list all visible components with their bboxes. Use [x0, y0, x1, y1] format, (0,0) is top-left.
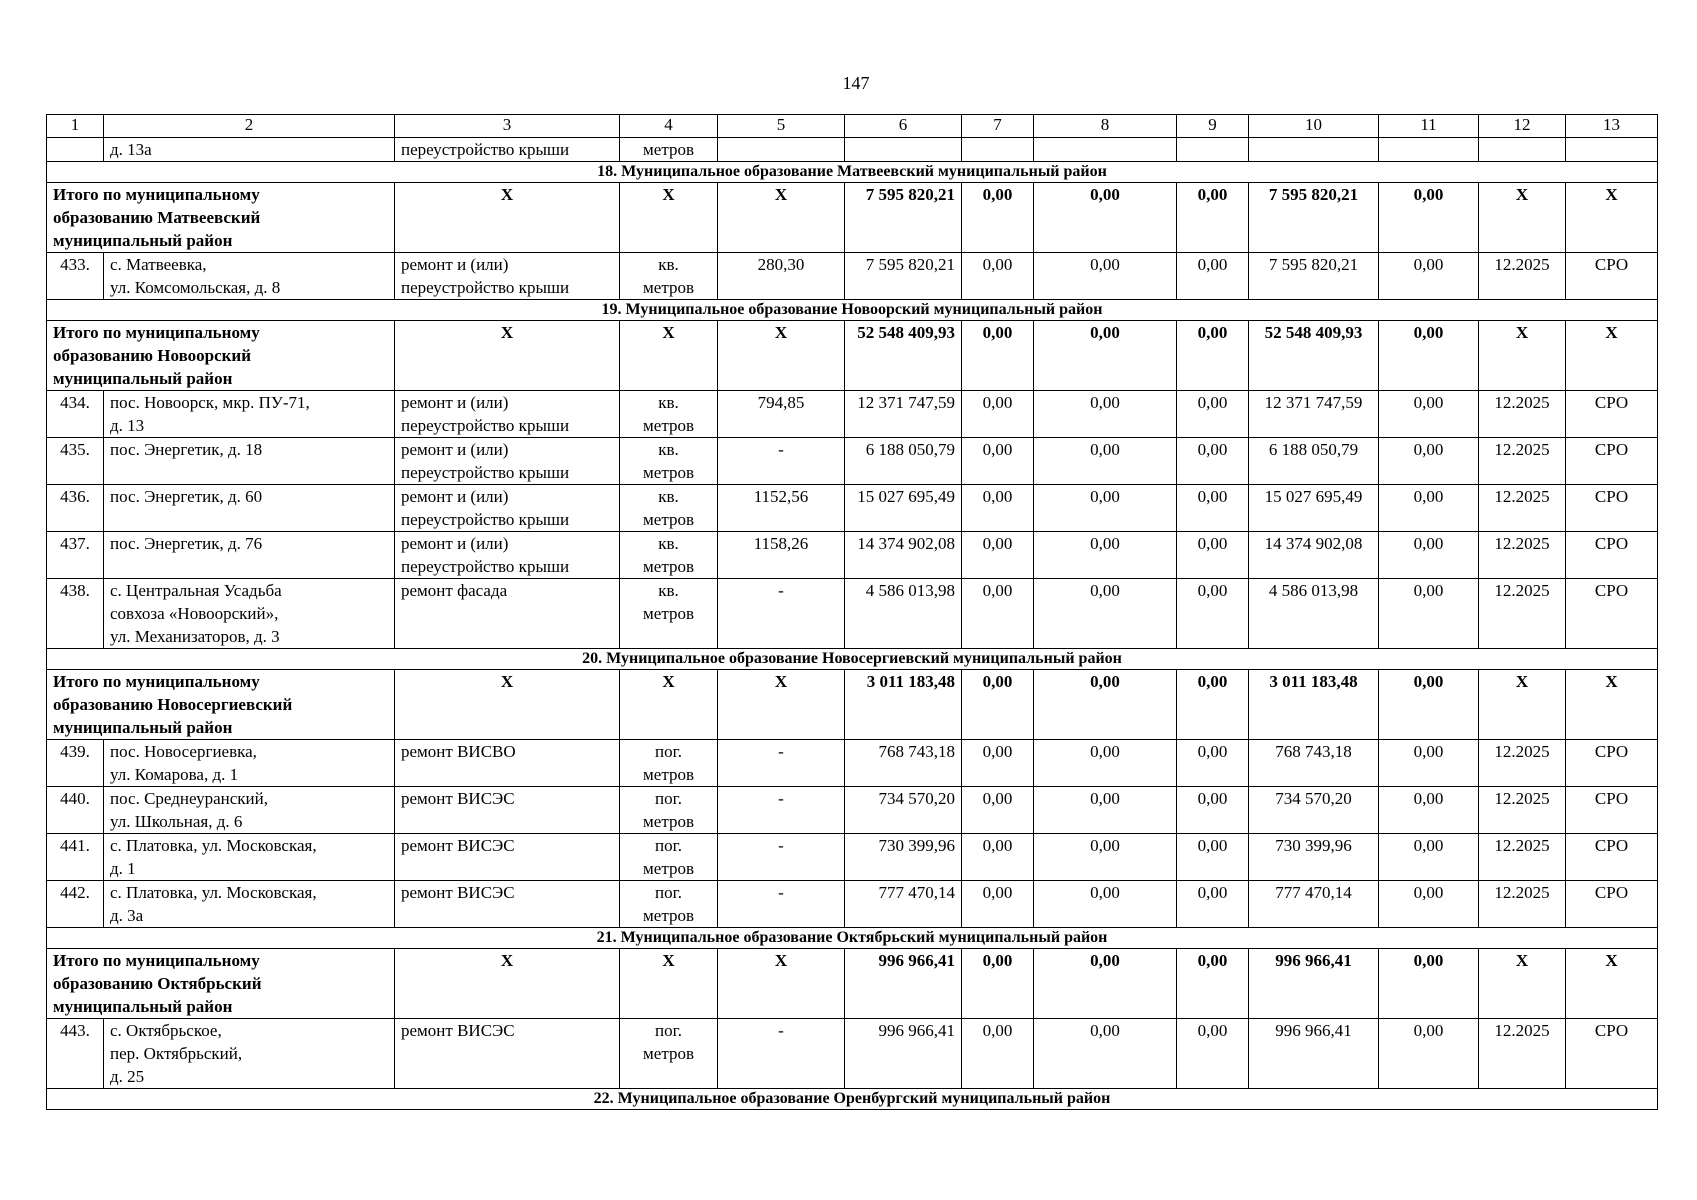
- row-number: 441.: [47, 834, 104, 881]
- cell: [962, 138, 1034, 162]
- section-header-row: [47, 928, 1658, 949]
- row-col10: 7 595 820,21: [1249, 253, 1379, 300]
- cell: [1034, 138, 1177, 162]
- row-col10: 734 570,20: [1249, 787, 1379, 834]
- row-col6: 6 188 050,79: [845, 438, 962, 485]
- total-col11: 0,00: [1379, 183, 1479, 253]
- total-col8: 0,00: [1034, 183, 1177, 253]
- row-col10: 996 966,41: [1249, 1019, 1379, 1089]
- total-col4: X: [620, 183, 718, 253]
- row-col10: 6 188 050,79: [1249, 438, 1379, 485]
- section-header-row: [47, 1089, 1658, 1110]
- total-row: [47, 670, 1658, 740]
- capital-repair-table: [46, 114, 1658, 1110]
- row-col8: 0,00: [1034, 881, 1177, 928]
- row-work-type: ремонт ВИСВО: [395, 740, 620, 787]
- row-col10: 768 743,18: [1249, 740, 1379, 787]
- row-col5: -: [718, 438, 845, 485]
- column-number-cell: 12: [1479, 115, 1566, 138]
- row-col6: 7 595 820,21: [845, 253, 962, 300]
- row-address: с. Платовка, ул. Московская, д. 3а: [104, 881, 395, 928]
- cell: [1177, 138, 1249, 162]
- row-col13: СРО: [1566, 787, 1658, 834]
- row-work-type: ремонт и (или) переустройство крыши: [395, 391, 620, 438]
- column-number-cell: 5: [718, 115, 845, 138]
- row-col11: 0,00: [1379, 532, 1479, 579]
- column-number-cell: 6: [845, 115, 962, 138]
- section-title: 18. Муниципальное образование Матвеевский муниципальный район: [47, 162, 1658, 183]
- row-col12: 12.2025: [1479, 438, 1566, 485]
- row-col11: 0,00: [1379, 438, 1479, 485]
- continuation-row: [47, 138, 1658, 162]
- total-col13: X: [1566, 183, 1658, 253]
- row-col12: 12.2025: [1479, 485, 1566, 532]
- row-col11: 0,00: [1379, 881, 1479, 928]
- table-row: [47, 834, 1658, 881]
- section-header-row: [47, 162, 1658, 183]
- total-col13: X: [1566, 670, 1658, 740]
- row-col11: 0,00: [1379, 253, 1479, 300]
- row-col6: 996 966,41: [845, 1019, 962, 1089]
- table-row: [47, 253, 1658, 300]
- row-col10: 730 399,96: [1249, 834, 1379, 881]
- row-unit: кв. метров: [620, 391, 718, 438]
- section-title: 21. Муниципальное образование Октябрьский муниципальный район: [47, 928, 1658, 949]
- total-col9: 0,00: [1177, 670, 1249, 740]
- total-label: Итого по муниципальному образованию Новоорский муниципальный район: [47, 321, 395, 391]
- row-col11: 0,00: [1379, 485, 1479, 532]
- row-work-type: ремонт ВИСЭС: [395, 881, 620, 928]
- row-unit: пог. метров: [620, 881, 718, 928]
- row-address: с. Центральная Усадьба совхоза «Новоорский», ул. Механизаторов, д. 3: [104, 579, 395, 649]
- column-number-row: [47, 115, 1658, 138]
- row-col6: 768 743,18: [845, 740, 962, 787]
- total-col3: X: [395, 183, 620, 253]
- row-col5: 1158,26: [718, 532, 845, 579]
- row-col13: СРО: [1566, 834, 1658, 881]
- row-col5: -: [718, 579, 845, 649]
- row-col8: 0,00: [1034, 787, 1177, 834]
- column-number-cell: 11: [1379, 115, 1479, 138]
- row-number: 439.: [47, 740, 104, 787]
- row-work-type: ремонт и (или) переустройство крыши: [395, 532, 620, 579]
- row-col6: 777 470,14: [845, 881, 962, 928]
- table-row: [47, 740, 1658, 787]
- total-col8: 0,00: [1034, 321, 1177, 391]
- row-col12: 12.2025: [1479, 579, 1566, 649]
- cell: [47, 138, 104, 162]
- row-address: с. Матвеевка, ул. Комсомольская, д. 8: [104, 253, 395, 300]
- row-col5: -: [718, 834, 845, 881]
- total-col9: 0,00: [1177, 321, 1249, 391]
- row-col10: 4 586 013,98: [1249, 579, 1379, 649]
- section-title: 19. Муниципальное образование Новоорский муниципальный район: [47, 300, 1658, 321]
- row-col6: 4 586 013,98: [845, 579, 962, 649]
- row-col7: 0,00: [962, 579, 1034, 649]
- section-title: 22. Муниципальное образование Оренбургский муниципальный район: [47, 1089, 1658, 1110]
- cell: [1379, 138, 1479, 162]
- total-col10: 7 595 820,21: [1249, 183, 1379, 253]
- continuation-address: д. 13а: [104, 138, 395, 162]
- row-col9: 0,00: [1177, 438, 1249, 485]
- row-number: 436.: [47, 485, 104, 532]
- total-col6: 3 011 183,48: [845, 670, 962, 740]
- row-col7: 0,00: [962, 391, 1034, 438]
- row-col7: 0,00: [962, 438, 1034, 485]
- total-label: Итого по муниципальному образованию Матвеевский муниципальный район: [47, 183, 395, 253]
- total-col6: 52 548 409,93: [845, 321, 962, 391]
- row-address: пос. Новоорск, мкр. ПУ-71, д. 13: [104, 391, 395, 438]
- row-address: пос. Энергетик, д. 76: [104, 532, 395, 579]
- row-work-type: ремонт и (или) переустройство крыши: [395, 253, 620, 300]
- total-col5: X: [718, 321, 845, 391]
- row-unit: пог. метров: [620, 787, 718, 834]
- total-col3: X: [395, 321, 620, 391]
- total-col12: X: [1479, 321, 1566, 391]
- row-col12: 12.2025: [1479, 740, 1566, 787]
- row-col8: 0,00: [1034, 438, 1177, 485]
- row-col8: 0,00: [1034, 834, 1177, 881]
- row-col7: 0,00: [962, 485, 1034, 532]
- total-col13: X: [1566, 321, 1658, 391]
- total-col4: X: [620, 321, 718, 391]
- cell: [718, 138, 845, 162]
- row-work-type: ремонт и (или) переустройство крыши: [395, 438, 620, 485]
- row-col9: 0,00: [1177, 834, 1249, 881]
- table-row: [47, 1019, 1658, 1089]
- cell: [1479, 138, 1566, 162]
- page-number: 147: [842, 73, 870, 93]
- row-col10: 15 027 695,49: [1249, 485, 1379, 532]
- total-col11: 0,00: [1379, 321, 1479, 391]
- total-col10: 996 966,41: [1249, 949, 1379, 1019]
- row-col6: 14 374 902,08: [845, 532, 962, 579]
- row-col11: 0,00: [1379, 391, 1479, 438]
- total-col11: 0,00: [1379, 949, 1479, 1019]
- row-address: пос. Среднеуранский, ул. Школьная, д. 6: [104, 787, 395, 834]
- row-col9: 0,00: [1177, 485, 1249, 532]
- row-col6: 15 027 695,49: [845, 485, 962, 532]
- total-col9: 0,00: [1177, 183, 1249, 253]
- table-row: [47, 787, 1658, 834]
- column-number-cell: 7: [962, 115, 1034, 138]
- row-col11: 0,00: [1379, 579, 1479, 649]
- total-col7: 0,00: [962, 949, 1034, 1019]
- total-col8: 0,00: [1034, 670, 1177, 740]
- row-col13: СРО: [1566, 532, 1658, 579]
- total-col12: X: [1479, 670, 1566, 740]
- column-number-cell: 3: [395, 115, 620, 138]
- cell: [1249, 138, 1379, 162]
- row-number: 443.: [47, 1019, 104, 1089]
- row-work-type: ремонт ВИСЭС: [395, 1019, 620, 1089]
- total-col10: 3 011 183,48: [1249, 670, 1379, 740]
- total-row: [47, 321, 1658, 391]
- row-col12: 12.2025: [1479, 532, 1566, 579]
- section-header-row: [47, 649, 1658, 670]
- row-col7: 0,00: [962, 881, 1034, 928]
- table-row: [47, 532, 1658, 579]
- row-unit: кв. метров: [620, 485, 718, 532]
- row-number: 433.: [47, 253, 104, 300]
- row-col12: 12.2025: [1479, 391, 1566, 438]
- total-col7: 0,00: [962, 670, 1034, 740]
- section-title: 20. Муниципальное образование Новосергиевский муниципальный район: [47, 649, 1658, 670]
- column-number-cell: 8: [1034, 115, 1177, 138]
- row-address: пос. Энергетик, д. 18: [104, 438, 395, 485]
- row-col9: 0,00: [1177, 253, 1249, 300]
- row-col9: 0,00: [1177, 391, 1249, 438]
- row-col12: 12.2025: [1479, 253, 1566, 300]
- row-col10: 777 470,14: [1249, 881, 1379, 928]
- row-unit: кв. метров: [620, 532, 718, 579]
- total-col3: X: [395, 670, 620, 740]
- row-col7: 0,00: [962, 1019, 1034, 1089]
- row-col13: СРО: [1566, 485, 1658, 532]
- row-address: с. Октябрьское, пер. Октябрьский, д. 25: [104, 1019, 395, 1089]
- table-row: [47, 579, 1658, 649]
- row-col7: 0,00: [962, 740, 1034, 787]
- row-col8: 0,00: [1034, 485, 1177, 532]
- row-col11: 0,00: [1379, 740, 1479, 787]
- row-col5: 1152,56: [718, 485, 845, 532]
- row-col12: 12.2025: [1479, 1019, 1566, 1089]
- row-col5: -: [718, 1019, 845, 1089]
- total-row: [47, 183, 1658, 253]
- total-label: Итого по муниципальному образованию Октябрьский муниципальный район: [47, 949, 395, 1019]
- row-address: пос. Новосергиевка, ул. Комарова, д. 1: [104, 740, 395, 787]
- row-col10: 12 371 747,59: [1249, 391, 1379, 438]
- total-col6: 7 595 820,21: [845, 183, 962, 253]
- total-col4: X: [620, 949, 718, 1019]
- table-row: [47, 438, 1658, 485]
- row-col13: СРО: [1566, 391, 1658, 438]
- row-col8: 0,00: [1034, 740, 1177, 787]
- cell: [845, 138, 962, 162]
- row-address: с. Платовка, ул. Московская, д. 1: [104, 834, 395, 881]
- row-col6: 730 399,96: [845, 834, 962, 881]
- row-number: 437.: [47, 532, 104, 579]
- row-col9: 0,00: [1177, 532, 1249, 579]
- row-col7: 0,00: [962, 834, 1034, 881]
- row-col5: -: [718, 881, 845, 928]
- continuation-unit: метров: [620, 138, 718, 162]
- table-row: [47, 881, 1658, 928]
- row-col7: 0,00: [962, 787, 1034, 834]
- column-number-cell: 4: [620, 115, 718, 138]
- row-work-type: ремонт фасада: [395, 579, 620, 649]
- row-col13: СРО: [1566, 1019, 1658, 1089]
- row-col13: СРО: [1566, 579, 1658, 649]
- total-col4: X: [620, 670, 718, 740]
- row-col5: -: [718, 740, 845, 787]
- row-col9: 0,00: [1177, 1019, 1249, 1089]
- total-col12: X: [1479, 183, 1566, 253]
- row-col12: 12.2025: [1479, 834, 1566, 881]
- total-col8: 0,00: [1034, 949, 1177, 1019]
- row-col9: 0,00: [1177, 787, 1249, 834]
- total-col5: X: [718, 949, 845, 1019]
- row-col8: 0,00: [1034, 253, 1177, 300]
- total-col3: X: [395, 949, 620, 1019]
- row-col9: 0,00: [1177, 740, 1249, 787]
- row-col12: 12.2025: [1479, 881, 1566, 928]
- continuation-work: переустройство крыши: [395, 138, 620, 162]
- row-col5: -: [718, 787, 845, 834]
- row-col5: 794,85: [718, 391, 845, 438]
- row-col5: 280,30: [718, 253, 845, 300]
- total-col5: X: [718, 670, 845, 740]
- row-unit: пог. метров: [620, 1019, 718, 1089]
- table-body: [47, 115, 1658, 1110]
- row-number: 440.: [47, 787, 104, 834]
- row-col9: 0,00: [1177, 881, 1249, 928]
- total-col5: X: [718, 183, 845, 253]
- row-address: пос. Энергетик, д. 60: [104, 485, 395, 532]
- total-col7: 0,00: [962, 183, 1034, 253]
- row-col11: 0,00: [1379, 834, 1479, 881]
- row-unit: кв. метров: [620, 253, 718, 300]
- row-number: 442.: [47, 881, 104, 928]
- column-number-cell: 10: [1249, 115, 1379, 138]
- row-col11: 0,00: [1379, 787, 1479, 834]
- total-col11: 0,00: [1379, 670, 1479, 740]
- total-col13: X: [1566, 949, 1658, 1019]
- cell: [1566, 138, 1658, 162]
- row-unit: пог. метров: [620, 834, 718, 881]
- row-col6: 734 570,20: [845, 787, 962, 834]
- section-header-row: [47, 300, 1658, 321]
- row-col13: СРО: [1566, 253, 1658, 300]
- row-col12: 12.2025: [1479, 787, 1566, 834]
- row-work-type: ремонт и (или) переустройство крыши: [395, 485, 620, 532]
- column-number-cell: 1: [47, 115, 104, 138]
- row-col10: 14 374 902,08: [1249, 532, 1379, 579]
- row-number: 435.: [47, 438, 104, 485]
- row-col13: СРО: [1566, 740, 1658, 787]
- row-col7: 0,00: [962, 253, 1034, 300]
- row-unit: пог. метров: [620, 740, 718, 787]
- row-col9: 0,00: [1177, 579, 1249, 649]
- row-unit: кв. метров: [620, 438, 718, 485]
- row-col13: СРО: [1566, 881, 1658, 928]
- row-col13: СРО: [1566, 438, 1658, 485]
- row-col6: 12 371 747,59: [845, 391, 962, 438]
- total-col7: 0,00: [962, 321, 1034, 391]
- table-row: [47, 485, 1658, 532]
- total-col12: X: [1479, 949, 1566, 1019]
- total-col9: 0,00: [1177, 949, 1249, 1019]
- row-number: 438.: [47, 579, 104, 649]
- row-col8: 0,00: [1034, 579, 1177, 649]
- row-number: 434.: [47, 391, 104, 438]
- total-row: [47, 949, 1658, 1019]
- column-number-cell: 9: [1177, 115, 1249, 138]
- row-work-type: ремонт ВИСЭС: [395, 834, 620, 881]
- row-work-type: ремонт ВИСЭС: [395, 787, 620, 834]
- row-col11: 0,00: [1379, 1019, 1479, 1089]
- column-number-cell: 13: [1566, 115, 1658, 138]
- row-col7: 0,00: [962, 532, 1034, 579]
- row-col8: 0,00: [1034, 1019, 1177, 1089]
- table-row: [47, 391, 1658, 438]
- row-col8: 0,00: [1034, 391, 1177, 438]
- total-col6: 996 966,41: [845, 949, 962, 1019]
- column-number-cell: 2: [104, 115, 395, 138]
- row-col8: 0,00: [1034, 532, 1177, 579]
- total-col10: 52 548 409,93: [1249, 321, 1379, 391]
- total-label: Итого по муниципальному образованию Новосергиевский муниципальный район: [47, 670, 395, 740]
- row-unit: кв. метров: [620, 579, 718, 649]
